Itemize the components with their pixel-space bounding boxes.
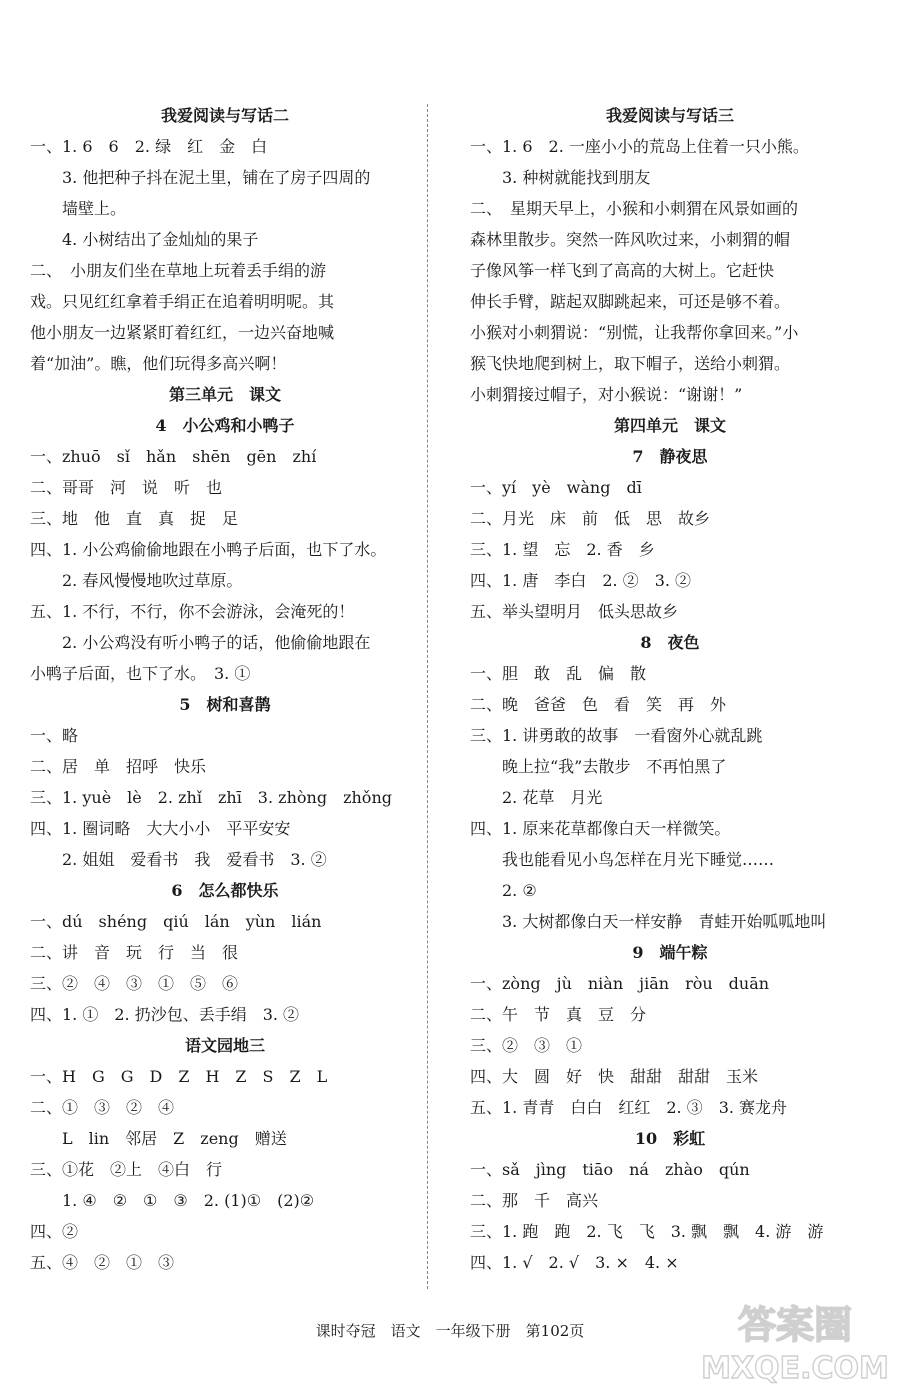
left-answer-line: 三、①花 ②上 ④白 行 <box>30 1160 223 1179</box>
right-answer-line: 晚上拉“我”去散步 不再怕黑了 <box>502 757 727 776</box>
right-answer-line: 一、sǎ jìng tiāo ná zhào qún <box>470 1160 750 1179</box>
right-answer-line: 二、 星期天早上，小猴和小刺猬在风景如画的 <box>470 199 799 218</box>
right-answer-line: 2. 花草 月光 <box>502 788 603 807</box>
right-section-title: 7 静夜思 <box>632 447 708 466</box>
right-answer-line: 四、大 圆 好 快 甜甜 甜甜 玉米 <box>470 1067 759 1086</box>
left-answer-line: 一、dú shéng qiú lán yùn lián <box>30 912 322 931</box>
left-answer-line: 四、② <box>30 1222 79 1241</box>
left-answer-line: 三、② ④ ③ ① ⑤ ⑥ <box>30 974 239 993</box>
right-answer-line: 三、1. 望 忘 2. 香 乡 <box>470 540 655 559</box>
right-answer-line: 四、1. 原来花草都像白天一样微笑。 <box>470 819 731 838</box>
right-answer-line: 子像风筝一样飞到了高高的大树上。它赶快 <box>470 261 775 280</box>
left-column <box>30 100 420 1278</box>
right-answer-line: 三、② ③ ① <box>470 1036 583 1055</box>
left-answer-line: 一、略 <box>30 726 79 745</box>
left-answer-line: 3. 他把种子抖在泥土里，铺在了房子四周的 <box>62 168 371 187</box>
right-answer-line: 伸长手臂，踮起双脚跳起来，可还是够不着。 <box>470 292 791 311</box>
right-answer-line: 我也能看见小鸟怎样在月光下睡觉…… <box>502 850 775 869</box>
right-answer-line: 2. ② <box>502 881 537 900</box>
right-answer-line: 一、yí yè wàng dī <box>470 478 642 497</box>
right-answer-line: 三、1. 跑 跑 2. 飞 飞 3. 飘 飘 4. 游 游 <box>470 1222 824 1241</box>
right-section-title: 我爱阅读与写话三 <box>605 106 734 125</box>
left-answer-line: 他小朋友一边紧紧盯着红红，一边兴奋地喊 <box>30 323 335 342</box>
right-section-title: 8 夜色 <box>640 633 700 652</box>
right-answer-line: 小刺猬接过帽子，对小猴说：“谢谢！” <box>470 385 743 404</box>
watermark-logo <box>700 1290 890 1385</box>
right-answer-line: 小猴对小刺猬说：“别慌，让我帮你拿回来。”小 <box>470 323 799 342</box>
left-section-title: 6 怎么都快乐 <box>171 881 279 900</box>
right-answer-line: 森林里散步。突然一阵风吹过来，小刺猬的帽 <box>470 230 791 249</box>
right-section-title: 10 彩虹 <box>634 1129 706 1148</box>
right-section-title: 9 端午粽 <box>632 943 708 962</box>
left-answer-line: 2. 姐姐 爱看书 我 爱看书 3. ② <box>62 850 327 869</box>
left-section-title: 5 树和喜鹊 <box>179 695 271 714</box>
right-answer-line: 一、1. 6 2. 一座小小的荒岛上住着一只小熊。 <box>470 137 809 156</box>
right-answer-line: 3. 大树都像白天一样安静 青蛙开始呱呱地叫 <box>502 912 827 931</box>
right-answer-line: 3. 种树就能找到朋友 <box>502 168 651 187</box>
left-answer-line: L lin 邻居 Z zeng 赠送 <box>62 1129 287 1148</box>
left-answer-line: 一、1. 6 6 2. 绿 红 金 白 <box>30 137 268 156</box>
left-answer-line: 二、① ③ ② ④ <box>30 1098 175 1117</box>
left-answer-line: 2. 春风慢慢地吹过草原。 <box>62 571 243 590</box>
left-answer-line: 小鸭子后面，也下了水。 3. ① <box>30 664 251 683</box>
svg-text:答案圈: 答案圈 <box>737 1303 853 1347</box>
left-answer-line: 着“加油”。瞧，他们玩得多高兴啊！ <box>30 354 287 373</box>
left-section-title: 4 小公鸡和小鸭子 <box>155 416 295 435</box>
right-section-title: 第四单元 课文 <box>613 416 726 435</box>
right-answer-line: 二、晚 爸爸 色 看 笑 再 外 <box>470 695 727 714</box>
svg-text:MXQE.COM: MXQE.COM <box>701 1351 889 1385</box>
page-footer: 课时夺冠 语文 一年级下册 第102页 <box>315 1322 585 1340</box>
column-divider <box>427 104 428 1289</box>
right-answer-line: 五、1. 青青 白白 红红 2. ③ 3. 赛龙舟 <box>470 1098 788 1117</box>
left-answer-line: 四、1. 圈词略 大大小小 平平安安 <box>30 819 291 838</box>
right-answer-line: 三、1. 讲勇敢的故事 一看窗外心就乱跳 <box>470 726 763 745</box>
left-answer-line: 五、④ ② ① ③ <box>30 1253 175 1272</box>
left-section-title: 第三单元 课文 <box>168 385 281 404</box>
right-answer-line: 四、1. √ 2. √ 3. × 4. × <box>470 1253 679 1272</box>
left-section-title: 我爱阅读与写话二 <box>160 106 289 125</box>
left-answer-line: 4. 小树结出了金灿灿的果子 <box>62 230 259 249</box>
right-answer-line: 猴飞快地爬到树上，取下帽子，送给小刺猬。 <box>470 354 791 373</box>
left-answer-line: 四、1. ① 2. 扔沙包、丢手绢 3. ② <box>30 1005 300 1024</box>
left-section-title: 语文园地三 <box>184 1036 265 1055</box>
left-answer-line: 五、1. 不行，不行，你不会游泳，会淹死的！ <box>30 602 355 621</box>
left-answer-line: 二、居 单 招呼 快乐 <box>30 757 207 776</box>
right-answer-line: 一、zòng jù niàn jiān ròu duān <box>470 974 770 993</box>
right-answer-line: 五、举头望明月 低头思故乡 <box>470 602 679 621</box>
left-answer-line: 一、zhuō sǐ hǎn shēn gēn zhí <box>30 447 317 466</box>
left-answer-line: 二、哥哥 河 说 听 也 <box>30 478 223 497</box>
left-answer-line: 二、讲 音 玩 行 当 很 <box>30 943 239 962</box>
left-answer-line: 一、H G G D Z H Z S Z L <box>30 1067 328 1086</box>
left-answer-line: 墙壁上。 <box>62 199 127 218</box>
left-answer-line: 1. ④ ② ① ③ 2. (1)① (2)② <box>62 1191 315 1210</box>
right-column <box>470 100 870 1278</box>
right-answer-line: 一、胆 敢 乱 偏 散 <box>470 664 647 683</box>
left-answer-line: 戏。只见红红拿着手绢正在追着明明呢。其 <box>30 292 335 311</box>
left-answer-line: 四、1. 小公鸡偷偷地跟在小鸭子后面，也下了水。 <box>30 540 387 559</box>
left-answer-line: 三、地 他 直 真 捉 足 <box>30 509 239 528</box>
left-answer-line: 2. 小公鸡没有听小鸭子的话，他偷偷地跟在 <box>62 633 371 652</box>
left-answer-line: 二、 小朋友们坐在草地上玩着丢手绢的游 <box>30 261 327 280</box>
left-answer-line: 三、1. yuè lè 2. zhǐ zhī 3. zhòng zhǒng <box>30 788 392 807</box>
right-answer-line: 二、午 节 真 豆 分 <box>470 1005 647 1024</box>
right-answer-line: 二、月光 床 前 低 思 故乡 <box>470 509 711 528</box>
right-answer-line: 二、那 千 高兴 <box>470 1191 599 1210</box>
right-answer-line: 四、1. 唐 李白 2. ② 3. ② <box>470 571 692 590</box>
